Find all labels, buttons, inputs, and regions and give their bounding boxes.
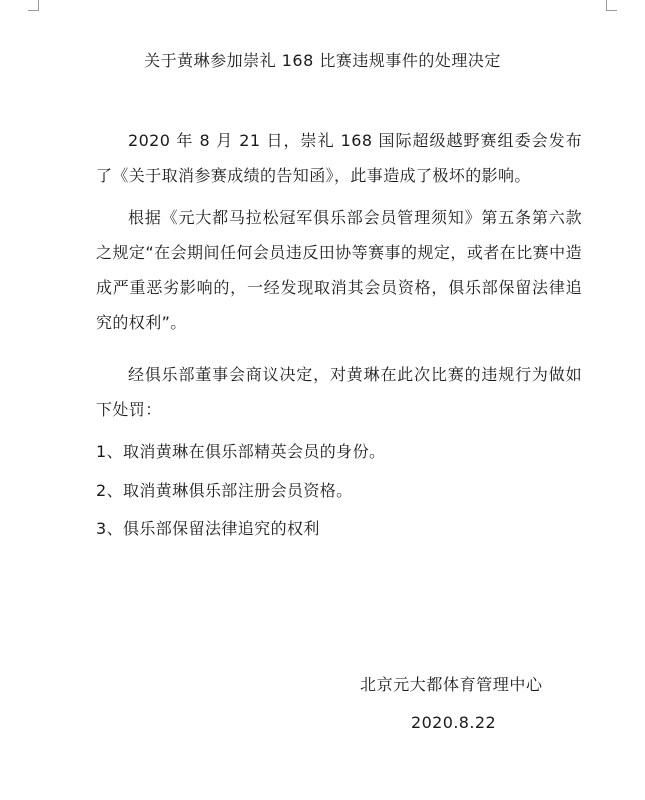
document-title: 关于黄琳参加崇礼 168 比赛违规事件的处理决定 bbox=[144, 51, 501, 70]
penalty-item-3: 3、俱乐部保留法律追究的权利 bbox=[96, 519, 320, 538]
paragraph-decision: 经俱乐部董事会商议决定，对黄琳在此次比赛的违规行为做如下处罚： bbox=[96, 365, 582, 419]
signature-organization: 北京元大都体育管理中心 bbox=[360, 675, 543, 694]
penalty-item-1: 1、取消黄琳在俱乐部精英会员的身份。 bbox=[96, 442, 386, 461]
penalty-item-2: 2、取消黄琳俱乐部注册会员资格。 bbox=[96, 481, 353, 500]
page-corner-mark-top-left bbox=[28, 0, 39, 11]
paragraph-announcement: 2020 年 8 月 21 日，崇礼 168 国际超级越野赛组委会发布了《关于取消参赛成绩的告知函》，此事造成了极坏的影响。 bbox=[96, 131, 582, 185]
signature-date: 2020.8.22 bbox=[411, 713, 497, 732]
paragraph-regulation: 根据《元大都马拉松冠军俱乐部会员管理须知》第五条第六款之规定“在会期间任何会员违反田协等赛事的规定，或者在比赛中造成严重恶劣影响的，一经发现取消其会员资格，俱乐部保留法律追究的权利”。 bbox=[96, 208, 582, 332]
page-corner-mark-top-right bbox=[606, 0, 617, 11]
